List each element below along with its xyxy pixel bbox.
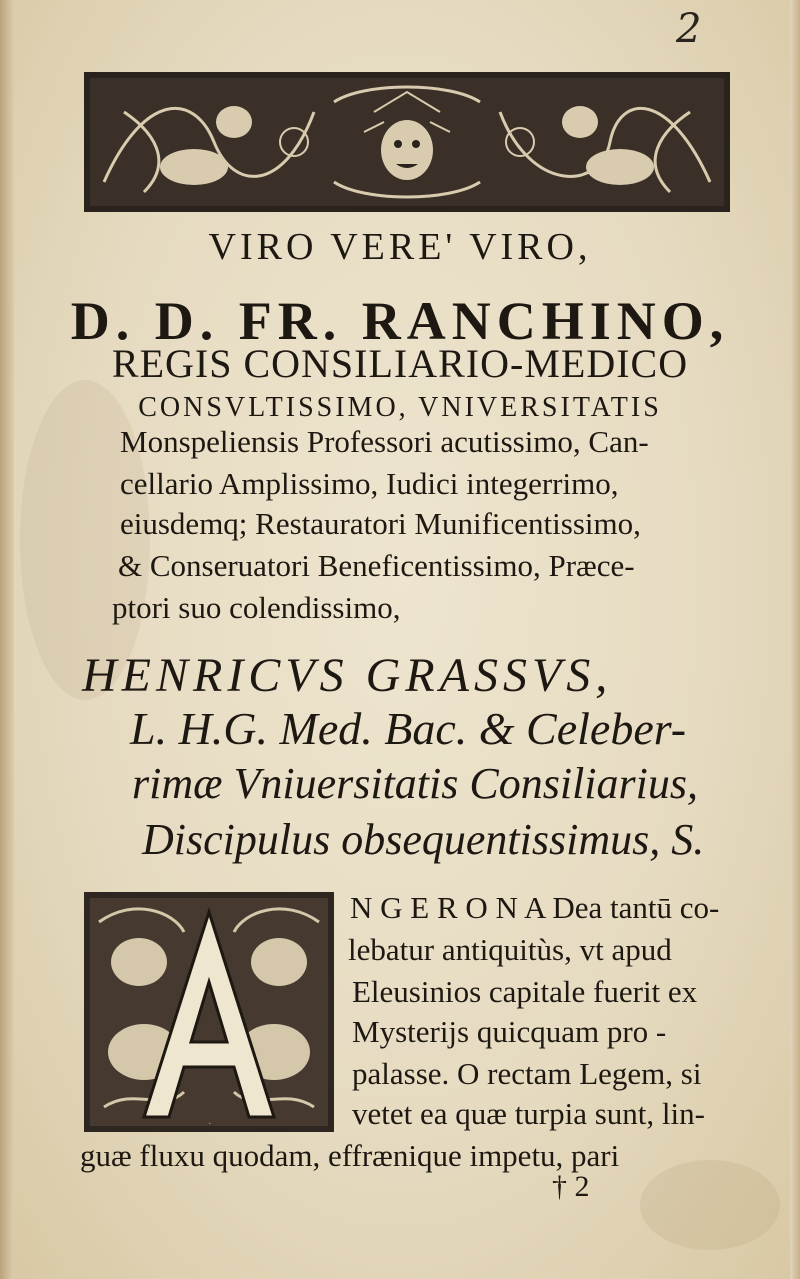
author-line: rimæ Vniuersitatis Consiliarius, [132, 759, 698, 808]
body-line: Mysterijs quicquam pro - [352, 1014, 667, 1049]
author-line: L. H.G. Med. Bac. & Celeber- [130, 703, 687, 754]
body-line: N G E R O N A Dea tantū co- [350, 890, 720, 925]
title-line-3: REGIS CONSILIARIO-MEDICO [111, 341, 689, 386]
body-line: guæ fluxu quodam, effrænique impetu, pari [80, 1138, 620, 1173]
body-line: palasse. O rectam Legem, si [352, 1056, 702, 1091]
title-line-4: CONSVLTISSIMO, VNIVERSITATIS [138, 392, 662, 423]
dedication-line: ptori suo colendissimo, [112, 590, 401, 625]
dedication-line: & Conseruatori Beneficentissimo, Præce- [118, 548, 635, 583]
title-line-1: VIRO VERE' VIRO, [208, 226, 592, 268]
page-edge-right [790, 0, 800, 1279]
paper-stain [640, 1160, 780, 1250]
author-line: HENRICVS GRASSVS, [82, 649, 613, 702]
initial-letter: A [209, 1123, 211, 1125]
body-line: lebatur antiquitùs, vt apud [348, 932, 672, 967]
author-line: Discipulus obsequentissimus, S. [142, 815, 705, 864]
body-line: vetet ea quæ turpia sunt, lin- [352, 1096, 705, 1131]
decorated-initial [84, 892, 334, 1132]
title-line-2: D. D. FR. RANCHINO, [70, 291, 730, 351]
dedication-line: eiusdemq; Restauratori Munificentissimo, [120, 506, 641, 541]
woodcut-headpiece [84, 72, 730, 212]
folio-number: 2 [676, 6, 702, 52]
dedication-line: cellario Amplissimo, Iudici integerrimo, [120, 466, 619, 501]
dedication-line: Monspeliensis Professori acutissimo, Can- [120, 424, 649, 459]
page-edge-left [0, 0, 14, 1279]
signature-mark: † 2 [552, 1170, 590, 1203]
body-line: Eleusinios capitale fuerit ex [352, 974, 698, 1009]
